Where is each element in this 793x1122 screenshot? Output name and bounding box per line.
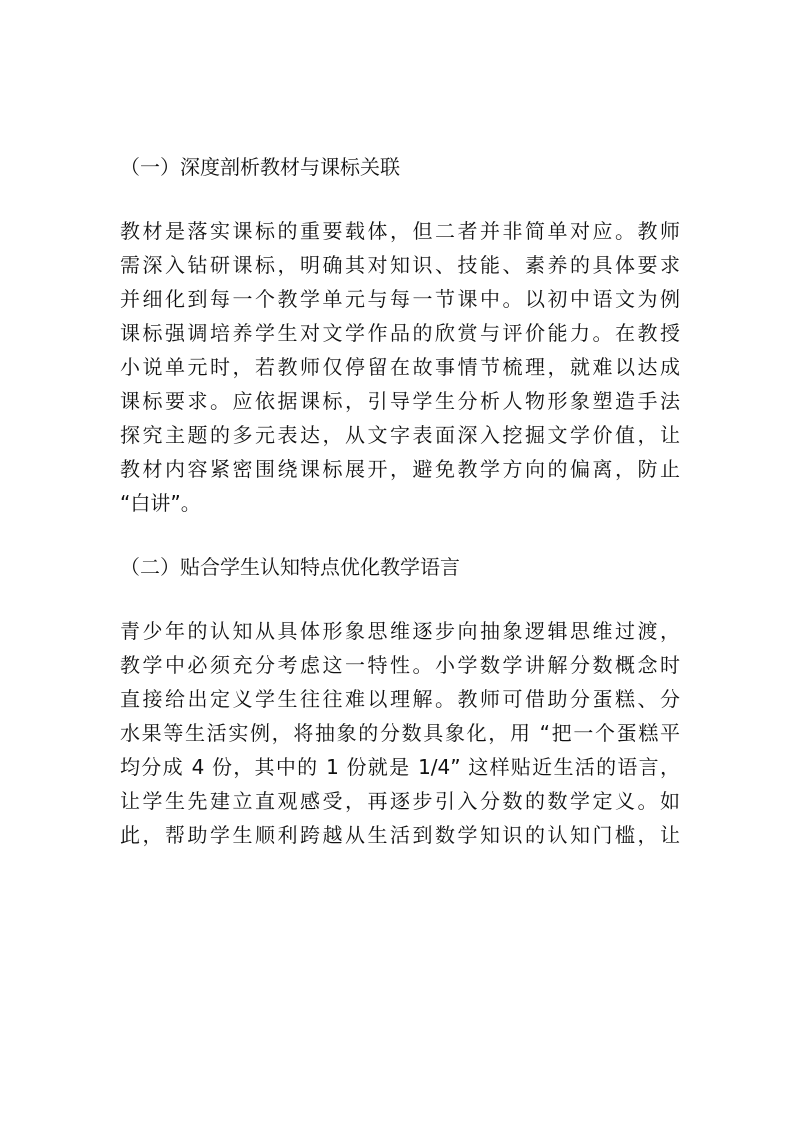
section-2-heading: （二）贴合学生认知特点优化教学语言 [120, 555, 460, 579]
spacer [120, 584, 680, 614]
paragraph-line: 小说单元时，若教师仅停留在故事情节梳理，就难以达成 [120, 355, 680, 379]
section-1-paragraph [120, 214, 680, 520]
spacer [120, 184, 680, 214]
paragraph-line: 需深入钻研课标，明确其对知识、技能、素养的具体要求 [120, 253, 680, 277]
paragraph-line: 水果等生活实例，将抽象的分数具象化，用 “把一个蛋糕平 [120, 721, 680, 745]
paragraph-line: 教材内容紧密围绕课标展开，避免教学方向的偏离，防止 [120, 457, 680, 481]
document-content [120, 150, 680, 852]
paragraph-line: 课标要求。应依据课标，引导学生分析人物形象塑造手法 [120, 389, 680, 413]
paragraph-line: 课标强调培养学生对文学作品的欣赏与评价能力。在教授 [120, 321, 680, 345]
paragraph-line: 探究主题的多元表达，从文字表面深入挖掘文学价值，让 [120, 423, 680, 447]
paragraph-line: 教材是落实课标的重要载体，但二者并非简单对应。教师 [120, 219, 680, 243]
paragraph-line: “白讲”。 [120, 491, 201, 515]
section-2-paragraph [120, 614, 680, 852]
paragraph-line: 并细化到每一个教学单元与每一节课中。以初中语文为例 [120, 287, 680, 311]
paragraph-line: 此，帮助学生顺利跨越从生活到数学知识的认知门槛，让 [120, 823, 680, 847]
section-1-heading: （一）深度剖析教材与课标关联 [120, 155, 400, 179]
paragraph-line: 教学中必须充分考虑这一特性。小学数学讲解分数概念时 [120, 653, 680, 677]
spacer [120, 520, 680, 550]
paragraph-line: 直接给出定义学生往往难以理解。教师可借助分蛋糕、分 [120, 687, 680, 711]
paragraph-line: 均分成 4 份，其中的 1 份就是 1/4” 这样贴近生活的语言， [120, 755, 680, 779]
paragraph-line: 青少年的认知从具体形象思维逐步向抽象逻辑思维过渡， [120, 619, 680, 643]
paragraph-line: 让学生先建立直观感受，再逐步引入分数的数学定义。如 [120, 789, 680, 813]
